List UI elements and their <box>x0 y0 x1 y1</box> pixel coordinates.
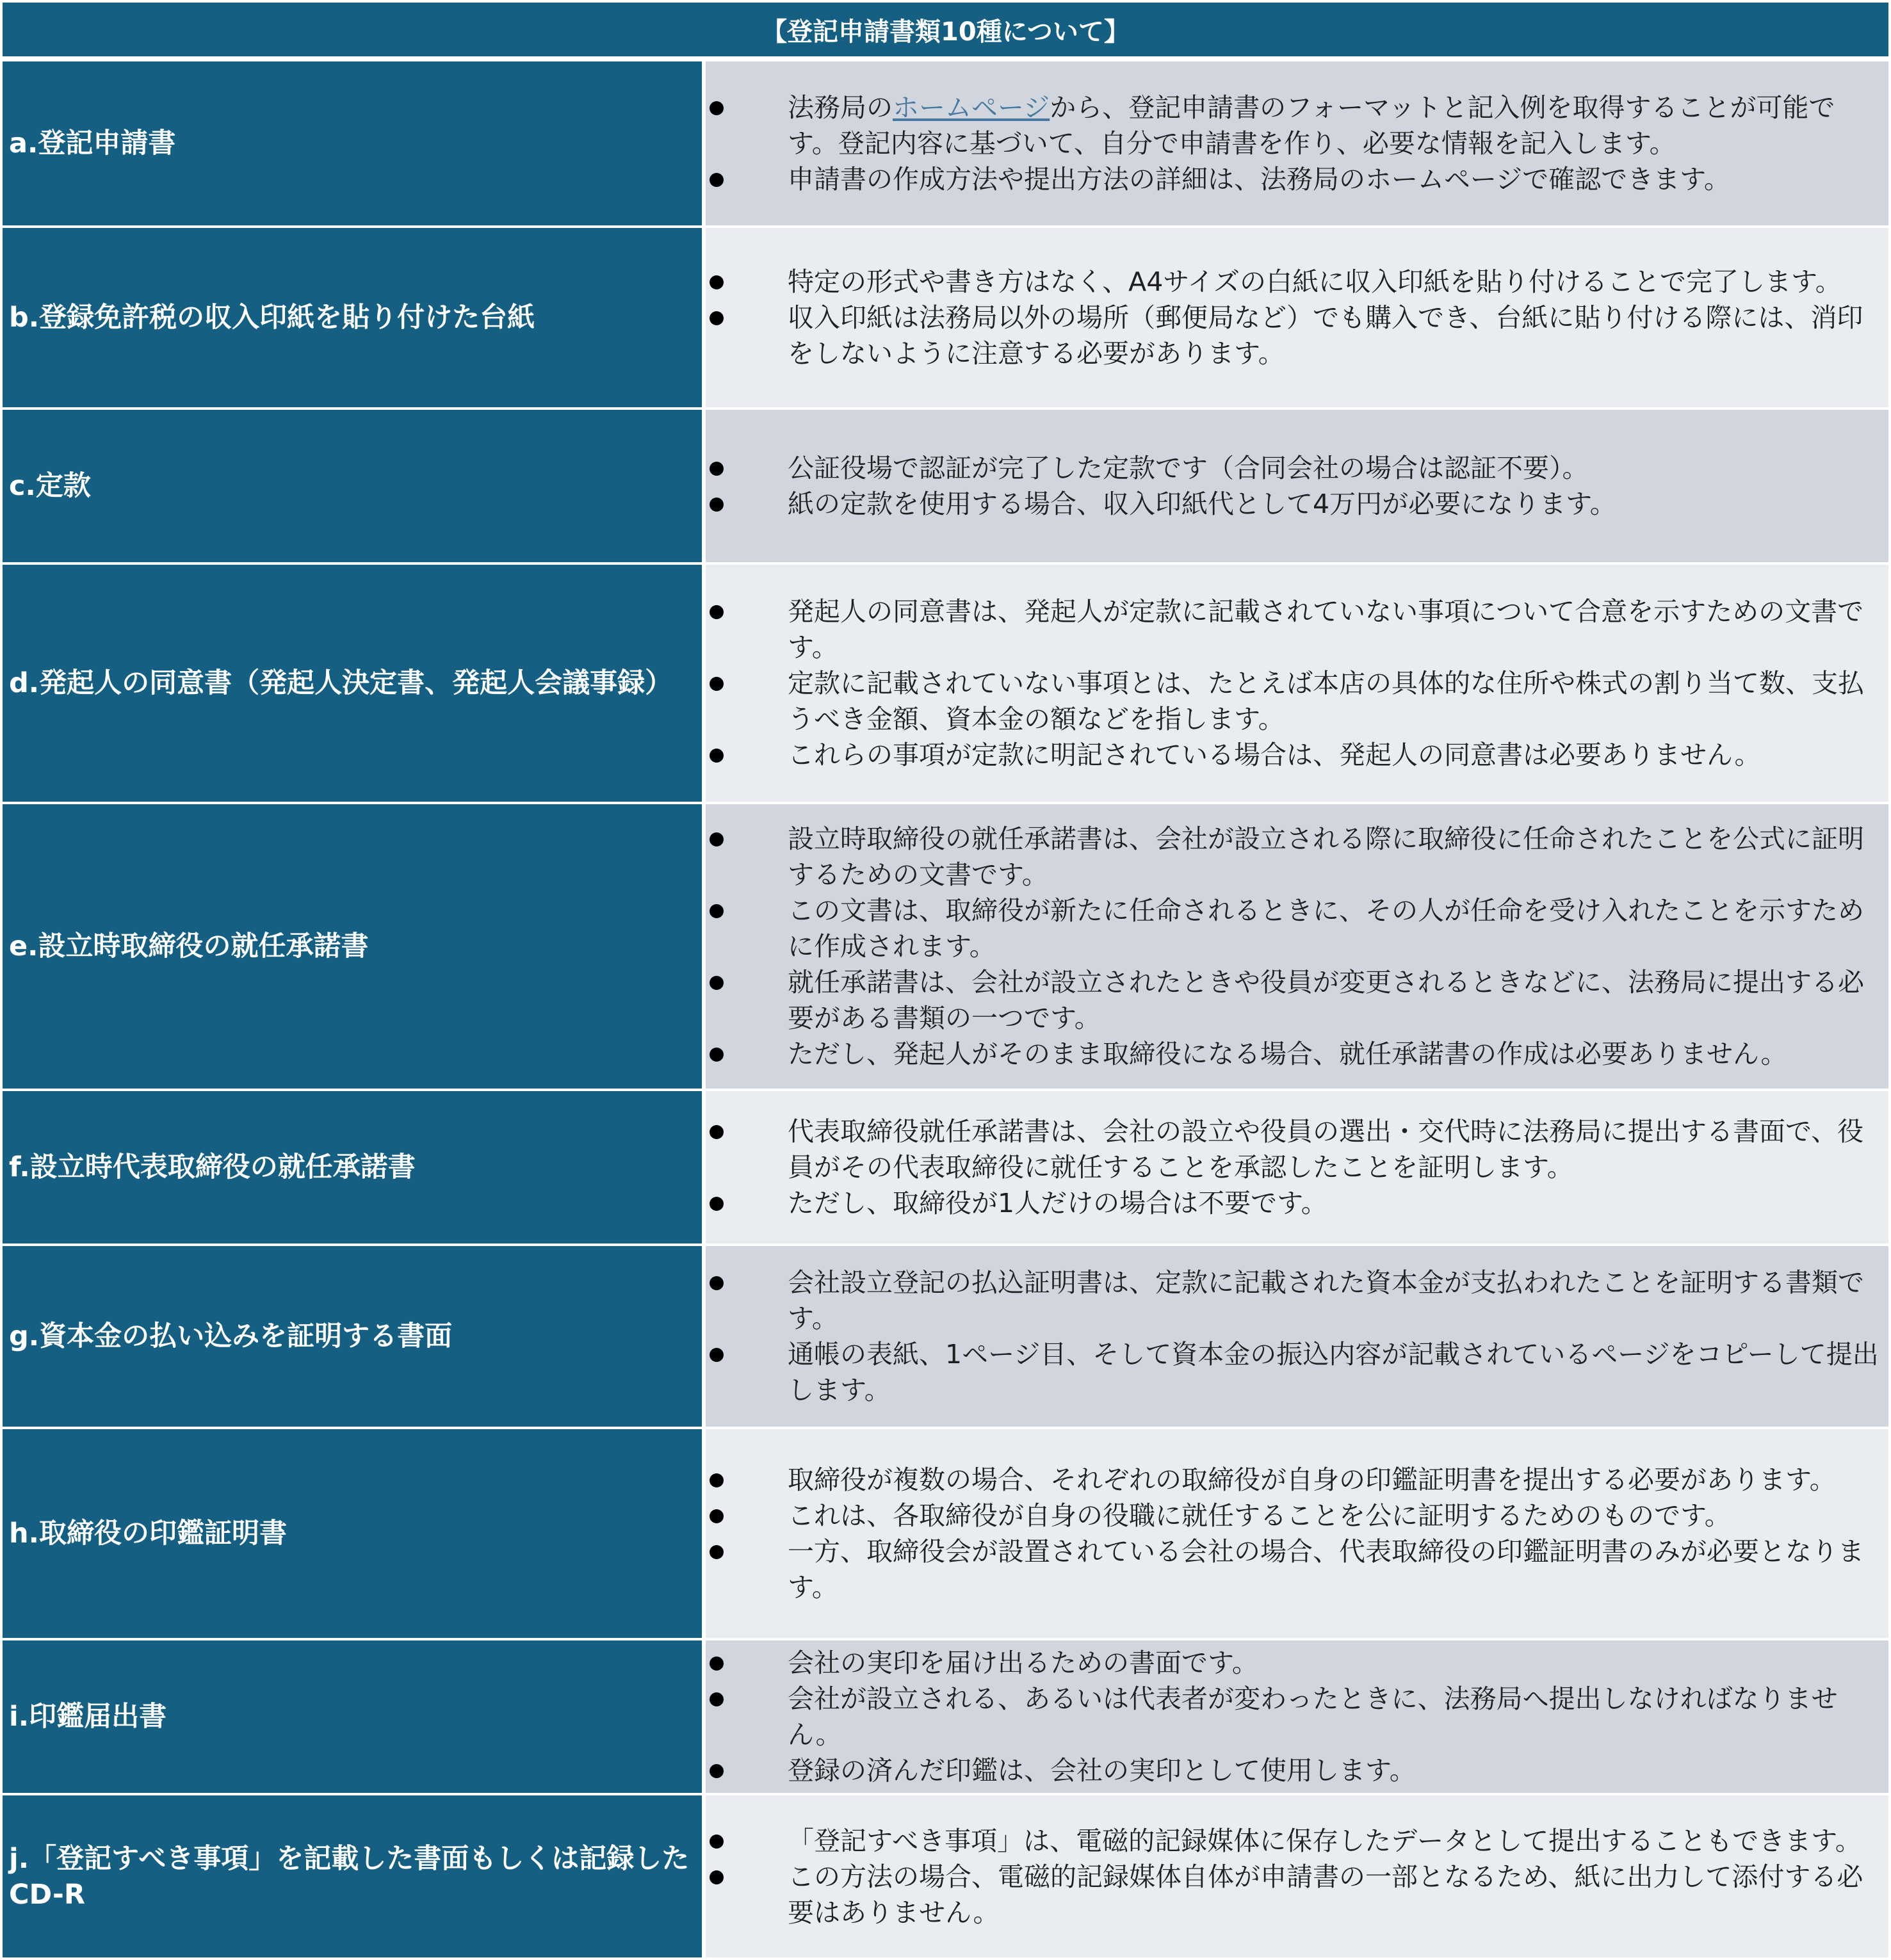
list-item: ただし、発起人がそのまま取締役になる場合、就任承諾書の作成は必要ありません。 <box>706 1036 1888 1072</box>
bullet-icon <box>706 1534 788 1559</box>
list-item: 発起人の同意書は、発起人が定款に記載されていない事項について合意を示すための文書です。 <box>706 594 1888 665</box>
list-item: 特定の形式や書き方はなく、A4サイズの白紙に収入印紙を貼り付けることで完了します。 <box>706 264 1888 300</box>
list-item: 設立時取締役の就任承諾書は、会社が設立される際に取締役に任命されたことを公式に証明するための文書です。 <box>706 821 1888 893</box>
row-content <box>706 1429 1888 1638</box>
row-content <box>706 228 1888 407</box>
list-item: 収入印紙は法務局以外の場所（郵便局など）でも購入でき、台紙に貼り付ける際には、消印をしないように注意する必要があります。 <box>706 300 1888 371</box>
bullet-icon <box>706 1823 788 1849</box>
list-item: 代表取締役就任承諾書は、会社の設立や役員の選出・交代時に法務局に提出する書面で、役員がその代表取締役に就任することを承認したことを証明します。 <box>706 1114 1888 1185</box>
bullet-icon <box>706 90 788 115</box>
table-row-g <box>0 1246 1891 1427</box>
list-item: 申請書の作成方法や提出方法の詳細は、法務局のホームページで確認できます。 <box>706 161 1888 197</box>
bullet-icon <box>706 486 788 512</box>
list-item: 会社設立登記の払込証明書は、定款に記載された資本金が支払われたことを証明する書類です。 <box>706 1265 1888 1336</box>
table-row-c <box>0 410 1891 562</box>
list-item: 一方、取締役会が設置されている会社の場合、代表取締役の印鑑証明書のみが必要となります。 <box>706 1534 1888 1605</box>
bullet-icon <box>706 665 788 691</box>
table-row-f <box>0 1091 1891 1243</box>
list-item: 登録の済んだ印鑑は、会社の実印として使用します。 <box>706 1753 1888 1788</box>
list-item: ただし、取締役が1人だけの場合は不要です。 <box>706 1185 1888 1221</box>
bullet-icon <box>706 300 788 325</box>
bullet-icon <box>706 161 788 187</box>
row-content <box>706 1246 1888 1427</box>
row-label: e.設立時取締役の就任承諾書 <box>3 804 702 1089</box>
row-label: b.登録免許税の収入印紙を貼り付けた台紙 <box>3 228 702 407</box>
row-content <box>706 61 1888 225</box>
bullet-icon <box>706 1645 788 1671</box>
list-item: この文書は、取締役が新たに任命されるときに、その人が任命を受け入れたことを示すために作成されます。 <box>706 893 1888 964</box>
list-item: 就任承諾書は、会社が設立されたときや役員が変更されるときなどに、法務局に提出する必要がある書類の一つです。 <box>706 964 1888 1036</box>
list-item: 定款に記載されていない事項とは、たとえば本店の具体的な住所や株式の割り当て数、支払うべき金額、資本金の額などを指します。 <box>706 665 1888 737</box>
list-item: これは、各取締役が自身の役職に就任することを公に証明するためのものです。 <box>706 1498 1888 1534</box>
list-item: この方法の場合、電磁的記録媒体自体が申請書の一部となるため、紙に出力して添付する必要はありません。 <box>706 1859 1888 1931</box>
row-label: c.定款 <box>3 410 702 562</box>
list-item: 法務局のホームページから、登記申請書のフォーマットと記入例を取得することが可能です。登記内容に基づいて、自分で申請書を作り、必要な情報を記入します。 <box>706 90 1888 161</box>
row-label: g.資本金の払い込みを証明する書面 <box>3 1246 702 1427</box>
list-item: 会社の実印を届け出るための書面です。 <box>706 1645 1888 1681</box>
bullet-icon <box>706 1185 788 1211</box>
row-content <box>706 1091 1888 1243</box>
list-item: 会社が設立される、あるいは代表者が変わったときに、法務局へ提出しなければなりません。 <box>706 1681 1888 1753</box>
list-item: これらの事項が定款に明記されている場合は、発起人の同意書は必要ありません。 <box>706 737 1888 773</box>
row-label: j.「登記すべき事項」を記載した書面もしくは記録したCD-R <box>3 1795 702 1957</box>
row-content <box>706 565 1888 802</box>
bullet-icon <box>706 1462 788 1487</box>
bullet-icon <box>706 450 788 476</box>
table-row-a <box>0 61 1891 225</box>
table-row-b <box>0 228 1891 407</box>
table-row-d <box>0 565 1891 802</box>
bullet-icon <box>706 1336 788 1362</box>
bullet-icon <box>706 893 788 918</box>
bullet-icon <box>706 1753 788 1778</box>
bullet-icon <box>706 264 788 289</box>
bullet-icon <box>706 737 788 763</box>
list-item: 公証役場で認証が完了した定款です（合同会社の場合は認証不要）。 <box>706 450 1888 486</box>
bullet-icon <box>706 964 788 990</box>
list-item: 「登記すべき事項」は、電磁的記録媒体に保存したデータとして提出することもできます。 <box>706 1823 1888 1859</box>
bullet-icon <box>706 1859 788 1884</box>
table-row-e <box>0 804 1891 1089</box>
bullet-icon <box>706 1498 788 1523</box>
row-label: d.発起人の同意書（発起人決定書、発起人会議事録） <box>3 565 702 802</box>
row-content <box>706 410 1888 562</box>
bullet-icon <box>706 1265 788 1290</box>
row-content <box>706 1640 1888 1793</box>
bullet-icon <box>706 594 788 619</box>
row-label: i.印鑑届出書 <box>3 1640 702 1793</box>
bullet-icon <box>706 821 788 846</box>
row-label: h.取締役の印鑑証明書 <box>3 1429 702 1638</box>
table-title: 【登記申請書類10種について】 <box>3 3 1888 56</box>
table-row-i <box>0 1640 1891 1793</box>
bullet-icon <box>706 1114 788 1139</box>
row-label: a.登記申請書 <box>3 61 702 225</box>
list-item: 取締役が複数の場合、それぞれの取締役が自身の印鑑証明書を提出する必要があります。 <box>706 1462 1888 1498</box>
table-row-j <box>0 1795 1891 1957</box>
row-content <box>706 804 1888 1089</box>
table-row-h <box>0 1429 1891 1638</box>
bullet-icon <box>706 1681 788 1706</box>
homepage-link[interactable]: ホームページ <box>893 92 1050 123</box>
list-item: 通帳の表紙、1ページ目、そして資本金の振込内容が記載されているページをコピーして提出します。 <box>706 1336 1888 1408</box>
row-label: f.設立時代表取締役の就任承諾書 <box>3 1091 702 1243</box>
list-item: 紙の定款を使用する場合、収入印紙代として4万円が必要になります。 <box>706 486 1888 522</box>
row-content <box>706 1795 1888 1957</box>
bullet-icon <box>706 1036 788 1062</box>
